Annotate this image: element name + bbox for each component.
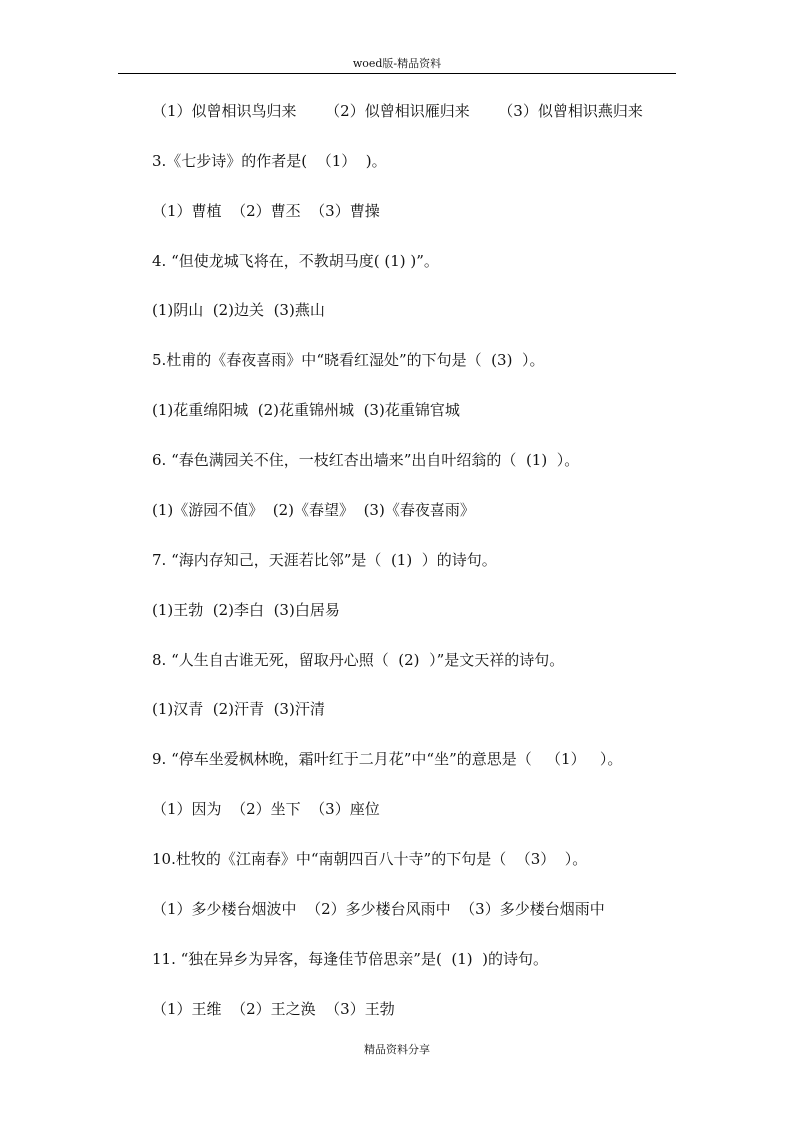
q8-question: 8. “人生自古谁无死，留取丹心照（ (2) ）”是文天祥的诗句。 bbox=[152, 651, 565, 669]
q4-options: (1)阴山 (2)边关 (3)燕山 bbox=[152, 301, 325, 319]
q11-options: （1）王维 （2）王之涣 （3）王勃 bbox=[152, 1000, 395, 1018]
q9-options: （1）因为 （2）坐下 （3）座位 bbox=[152, 800, 380, 818]
q3-options: （1）曹植 （2）曹丕 （3）曹操 bbox=[152, 202, 380, 220]
q9-question: 9. “停车坐爱枫林晚，霜叶红于二月花”中“坐”的意思是（ （1） ）。 bbox=[152, 750, 623, 768]
q11-question: 11. “独在异乡为异客，每逢佳节倍思亲”是( (1) )的诗句。 bbox=[152, 950, 548, 968]
q6-options: (1)《游园不值》 (2)《春望》 (3)《春夜喜雨》 bbox=[152, 501, 475, 519]
q10-options: （1）多少楼台烟波中 （2）多少楼台风雨中 （3）多少楼台烟雨中 bbox=[152, 900, 605, 918]
q7-options: (1)王勃 (2)李白 (3)白居易 bbox=[152, 601, 340, 619]
q5-options: (1)花重绵阳城 (2)花重锦州城 (3)花重锦官城 bbox=[152, 401, 460, 419]
q6-question: 6. “春色满园关不住，一枝红杏出墙来”出自叶绍翁的（ (1) ）。 bbox=[152, 451, 580, 469]
header-divider bbox=[118, 73, 676, 74]
page-footer: 精品资料分享 bbox=[364, 1043, 430, 1056]
q10-question: 10.杜牧的《江南春》中“南朝四百八十寺”的下句是（ （3） ）。 bbox=[152, 850, 588, 868]
q4-question: 4. “但使龙城飞将在，不教胡马度( (1) )”。 bbox=[152, 252, 439, 270]
page-header: woed版-精品资料 bbox=[352, 57, 442, 70]
q3-question: 3.《七步诗》的作者是( （1） )。 bbox=[152, 152, 387, 170]
q8-options: (1)汉青 (2)汗青 (3)汗清 bbox=[152, 700, 325, 718]
q5-question: 5.杜甫的《春夜喜雨》中“晓看红湿处”的下句是（ (3) ）。 bbox=[152, 351, 545, 369]
q2-options: （1）似曾相识鸟归来 （2）似曾相识雁归来 （3）似曾相识燕归来 bbox=[152, 102, 643, 120]
q7-question: 7. “海内存知己，天涯若比邻”是（ (1) ）的诗句。 bbox=[152, 551, 497, 569]
